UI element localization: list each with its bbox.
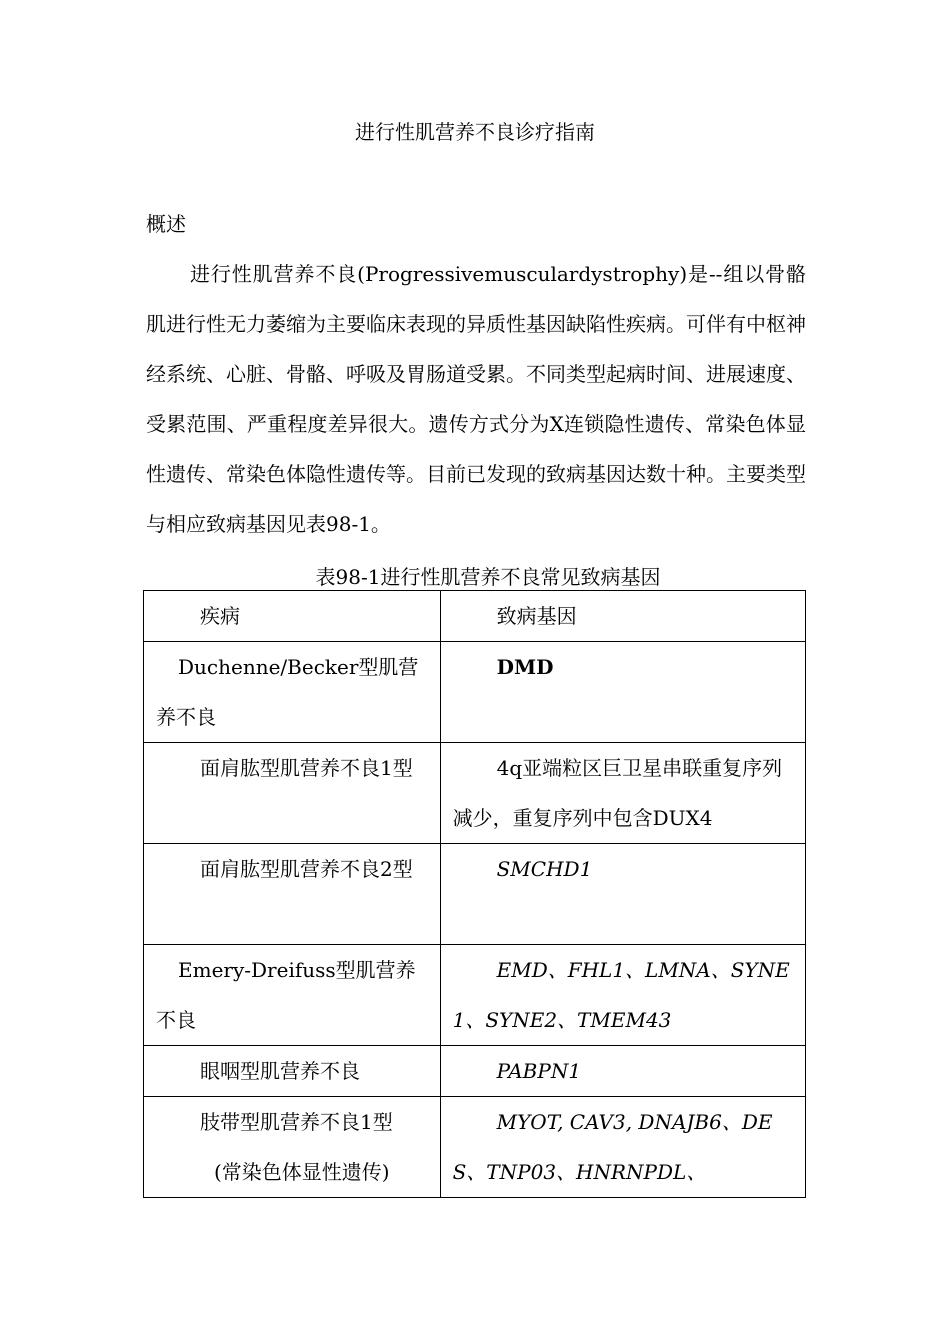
- gene-table: [143, 590, 806, 1198]
- disease-line-1: 肢带型肌营养不良1型: [200, 1110, 393, 1134]
- gene-cell: PABPN1: [440, 1046, 805, 1097]
- page-title: 进行性肌营养不良诊疗指南: [355, 120, 595, 144]
- gene-cell: DMD: [440, 642, 805, 743]
- disease-cell: Emery-Dreifuss型肌营养不良: [144, 945, 441, 1046]
- table-row: [144, 743, 806, 844]
- gene-cell: MYOT, CAV3, DNAJB6、DES、TNP03、HNRNPDL、: [440, 1097, 805, 1198]
- disease-line-2: (常染色体显性遗传): [214, 1160, 390, 1184]
- header-disease: 疾病: [144, 591, 441, 642]
- disease-cell: 面肩肱型肌营养不良1型: [144, 743, 441, 844]
- table-row: [144, 945, 806, 1046]
- header-gene: 致病基因: [440, 591, 805, 642]
- disease-cell: [144, 1097, 441, 1198]
- gene-cell: 4q亚端粒区巨卫星串联重复序列减少，重复序列中包含DUX4: [440, 743, 805, 844]
- gene-cell: EMD、FHL1、LMNA、SYNE1、SYNE2、TMEM43: [440, 945, 805, 1046]
- table-row: [144, 844, 806, 945]
- table-row: [144, 1097, 806, 1198]
- disease-cell: Duchenne/Becker型肌营养不良: [144, 642, 441, 743]
- section-heading-overview: 概述: [146, 212, 186, 236]
- table-caption: 表98-1进行性肌营养不良常见致病基因: [315, 565, 661, 589]
- table-row: [144, 642, 806, 743]
- disease-cell: 面肩肱型肌营养不良2型: [144, 844, 441, 945]
- table-row: [144, 1046, 806, 1097]
- intro-paragraph: 进行性肌营养不良(Progressivemusculardystrophy)是--组以骨骼肌进行性无力萎缩为主要临床表现的异质性基因缺陷性疾病。可伴有中枢神经系统、心脏、骨骼、呼吸及胃肠道受累。不同类型起病时间、进展速度、受累范围、严重程度差异很大。遗传方式分为X连锁隐性遗传、常染色体显性遗传、常染色体隐性遗传等。目前已发现的致病基因达数十种。主要类型与相应致病基因见表98-1。: [146, 262, 806, 536]
- gene-cell: SMCHD1: [440, 844, 805, 945]
- table-header-row: [144, 591, 806, 642]
- disease-cell: 眼咽型肌营养不良: [144, 1046, 441, 1097]
